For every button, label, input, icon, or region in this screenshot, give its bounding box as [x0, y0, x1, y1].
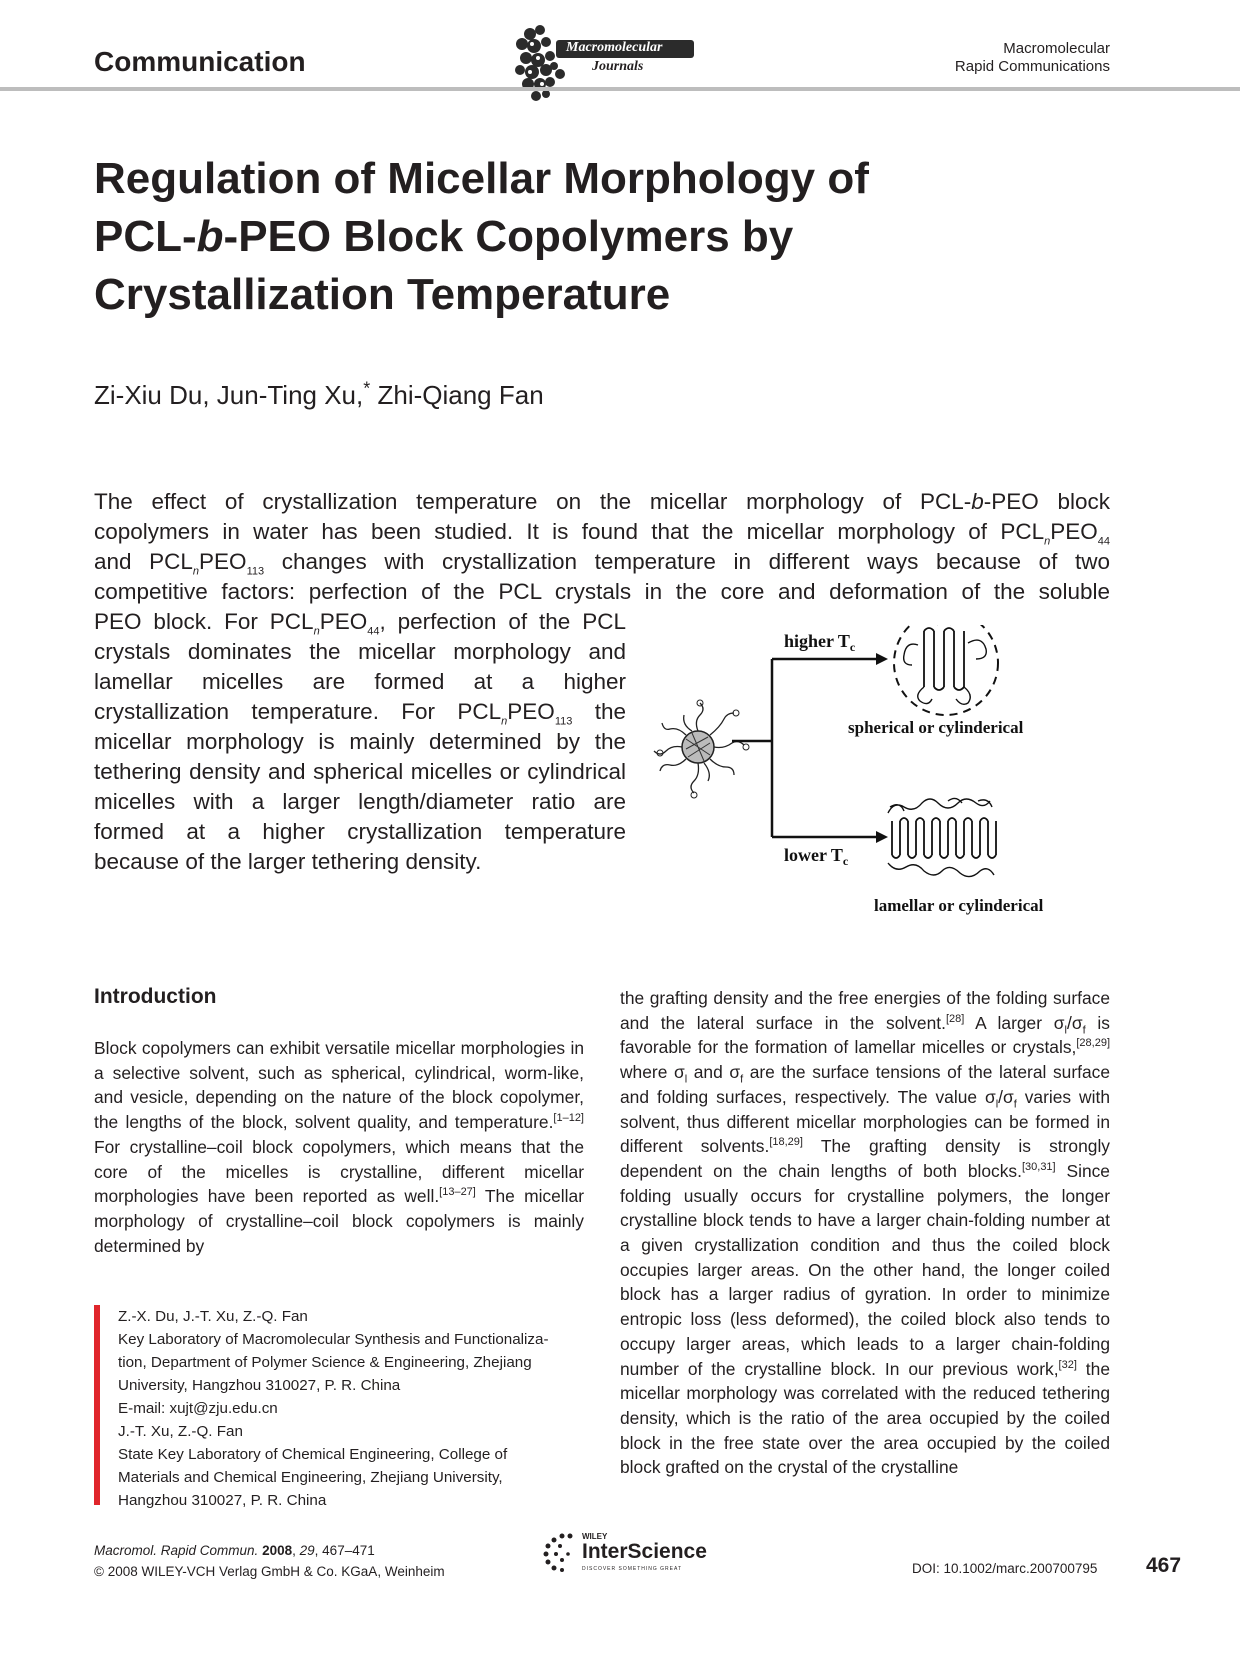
header-rule: [0, 87, 1240, 91]
abstract-text: PEO: [319, 609, 368, 634]
interscience-wordmark: InterScience: [582, 1540, 707, 1563]
lamellar-micelle-icon: [888, 798, 996, 876]
affiliation-line: Z.-X. Du, J.-T. Xu, Z.-Q. Fan: [118, 1308, 308, 1325]
abstract-subscript: 113: [246, 565, 265, 578]
body-text: Block copolymers can exhibit versatile micellar morphologies in a selective solvent, such as spherical, cylindrical, worm-like, and vesicle, depending on the nature of the block copolymer, the lengths of the block, solvent quality, and temperature.: [94, 1038, 584, 1133]
body-text: A larger σ: [964, 1012, 1065, 1033]
citation-link[interactable]: [13–27]: [439, 1186, 476, 1199]
citation-pages: , 467–471: [314, 1543, 375, 1558]
article-title: [94, 150, 994, 324]
abstract-subscript: n: [313, 625, 320, 638]
author-names: Zhi-Qiang Fan: [370, 380, 544, 410]
section-label: Communication: [94, 46, 306, 77]
citation-footer: [94, 1540, 445, 1582]
affiliation-line: tion, Department of Polymer Science & Engineering, Zhejiang: [118, 1354, 532, 1371]
copyright-notice: © 2008 WILEY-VCH Verlag GmbH & Co. KGaA, Weinheim: [94, 1564, 445, 1579]
abstract-line: [94, 517, 1110, 547]
citation-link[interactable]: [28,29]: [1076, 1037, 1110, 1050]
abstract-text: copolymers in water has been studied. It is found that the micellar morphology of PCL: [94, 519, 1045, 544]
abstract-subscript: 44: [367, 625, 380, 638]
doi-link[interactable]: DOI: 10.1002/marc.200700795: [912, 1561, 1098, 1576]
lower-morphology-caption: lamellar or cylinderical: [874, 896, 1044, 915]
logo-word-macromolecular: Macromolecular: [566, 40, 663, 55]
abstract-text: changes with crystallization temperature in different ways because of two: [264, 549, 1110, 574]
page-header: [0, 0, 1240, 100]
title-text: PCL-: [94, 212, 197, 261]
body-text: the grafting density and the free energies of the folding surface and the lateral surface in the solvent.: [620, 988, 1110, 1033]
upper-arrowhead-icon: [876, 653, 888, 665]
higher-tc-label: higher $T_c$: [784, 631, 856, 654]
abstract-subscript: n: [192, 565, 200, 578]
author-list: [94, 380, 544, 411]
page-number: 467: [1146, 1554, 1182, 1577]
wiley-label: WILEY: [582, 1532, 608, 1541]
abstract-text: PEO: [1050, 519, 1098, 544]
upper-morphology-caption: spherical or cylinderical: [848, 718, 1024, 737]
paragraph: [94, 1036, 584, 1258]
body-text: is favorable for the formation of lamellar micelles or crystals,: [620, 1012, 1110, 1058]
journal-citation: Macromol. Rapid Commun. 2008, 29, 467–471: [94, 1543, 375, 1558]
journal-name-line2: Rapid Communications: [954, 58, 1110, 75]
body-text: the micellar morphology was correlated with the reduced tethering density, which is the ratio of the area occupied by the coiled block in the free state over the area occupied by the coiled block grafted on the crystal of the crystalline: [620, 1358, 1110, 1478]
affiliation-line: Key Laboratory of Macromolecular Synthesis and Functionaliza-: [118, 1331, 549, 1348]
abstract-text: -PEO block: [983, 489, 1110, 514]
abstract-subscript: 113: [554, 715, 573, 728]
body-column-right: [620, 986, 1110, 1480]
corresponding-author-mark: *: [363, 378, 371, 399]
affiliation-lines: [118, 1305, 588, 1512]
lower-tc-label: lower $T_c$: [784, 845, 849, 868]
symbol-subscript: l: [1064, 1024, 1067, 1037]
citation-link[interactable]: [30,31]: [1021, 1161, 1056, 1174]
molecule-logo-icon: [508, 22, 568, 106]
spherical-micelle-icon: [654, 700, 749, 798]
symbol-subscript: l: [684, 1073, 688, 1086]
body-text: Since folding usually occurs for crystalline polymers, the longer crystalline block tends to have a larger chain-folding number at a given crystallization condition and thus the coiled block occupies larger areas. On the other hand, the longer coiled block has a larger radius of gyration. In order to minimize entropic loss (less deformed), the coiled block also tends to occupy larger areas, which leads to a larger chain-folding number of the crystalline block. In our previous work,: [620, 1160, 1110, 1379]
title-text: -PEO Block Copolymers by: [223, 212, 794, 261]
body-text: /σ: [998, 1086, 1014, 1107]
body-text: where σ: [620, 1062, 685, 1083]
branch-arrows: [732, 659, 876, 837]
logo-word-journals: Journals: [592, 59, 644, 74]
citation-link[interactable]: [28]: [945, 1012, 965, 1025]
affiliation-line: J.-T. Xu, Z.-Q. Fan: [118, 1423, 243, 1440]
journal-name: [955, 40, 1110, 76]
body-text: For crystalline–coil block copolymers, which means that the core of the micelles is crystalline, different micellar morphologies have been reported as well.: [94, 1136, 584, 1207]
citation-link[interactable]: [32]: [1058, 1358, 1077, 1371]
abstract-text: the micellar morphology is mainly determined by the tethering density and spherical micelles or cylindrical micelles with a larger length/diameter ratio are formed at a higher crystallization temperature because of the larger tethering density.: [94, 699, 626, 874]
abstract-line: competitive factors: perfection of the PCL crystals in the core and deformation of the soluble: [94, 579, 1110, 604]
citation-year: 2008: [262, 1543, 293, 1558]
journal-abbrev: Macromol. Rapid Commun.: [94, 1543, 259, 1558]
interscience-swirl-icon: [540, 1530, 580, 1574]
abstract-subscript: n: [501, 715, 508, 728]
affiliation-line: Materials and Chemical Engineering, Zhejiang University,: [118, 1469, 503, 1486]
journal-name-line1: Macromolecular: [1003, 40, 1110, 57]
body-text: The grafting density is strongly dependent on the chain lengths of both blocks.: [620, 1136, 1111, 1181]
body-text: varies with solvent, thus different micellar morphologies can be formed in different solvents.: [620, 1086, 1110, 1157]
affiliation-line: University, Hangzhou 310027, P. R. China: [118, 1377, 401, 1394]
symbol-subscript: f: [1013, 1098, 1017, 1111]
affiliation-accent-bar: [94, 1305, 100, 1505]
abstract-line: [94, 487, 1110, 517]
symbol-subscript: f: [1082, 1024, 1086, 1037]
title-line: Regulation of Micellar Morphology of: [94, 154, 869, 203]
spherical-cylindrical-micelle-icon: [894, 625, 998, 715]
abstract-subscript: 44: [1097, 535, 1110, 548]
citation-link[interactable]: [18,29]: [769, 1136, 803, 1149]
abstract-text: PEO block. For PCL: [94, 609, 314, 634]
interscience-tagline: DISCOVER SOMETHING GREAT: [582, 1566, 683, 1572]
title-line: Crystallization Temperature: [94, 270, 671, 319]
symbol-subscript: f: [740, 1073, 744, 1086]
affiliation-line: State Key Laboratory of Chemical Engineering, College of: [118, 1446, 508, 1463]
abstract-text: , perfection of the PCL crystals dominates the micellar morphology and lamellar micelles are formed at a higher crystallization temperature. For PCL: [94, 609, 626, 724]
abstract-subscript: n: [1044, 535, 1051, 548]
affiliation-line: Hangzhou 310027, P. R. China: [118, 1492, 327, 1509]
author-names: Zi-Xiu Du, Jun-Ting Xu,: [94, 380, 364, 410]
body-text: and σ: [687, 1062, 741, 1083]
abstract-text: The effect of crystallization temperature on the micellar morphology of PCL-: [94, 489, 972, 514]
author-affiliations: [94, 1305, 584, 1509]
lower-arrowhead-icon: [876, 831, 888, 843]
abstract-line: [94, 547, 1110, 577]
micelle-scheme: [648, 625, 1120, 945]
macromolecular-journals-logo: [508, 22, 698, 106]
abstract-column: [94, 607, 626, 877]
body-text: /σ: [1067, 1012, 1083, 1033]
abstract-italic: b: [971, 489, 984, 514]
abstract-text: and PCL: [94, 549, 193, 574]
citation-link[interactable]: [1–12]: [553, 1112, 584, 1125]
paragraph: [620, 986, 1110, 1480]
abstract-text: PEO: [507, 699, 555, 724]
body-text: The micellar morphology of crystalline–coil block copolymers is mainly determined by: [94, 1186, 584, 1256]
section-heading-introduction: Introduction: [94, 985, 217, 1008]
body-column-left: [94, 1036, 584, 1258]
title-italic-b: b: [196, 212, 224, 261]
citation-volume: 29: [299, 1543, 315, 1558]
abstract-text: PEO: [199, 549, 247, 574]
interscience-logo: [540, 1528, 730, 1578]
title-line: [94, 208, 994, 266]
graphical-abstract-figure: [648, 625, 1120, 945]
abstract-full-width: [94, 487, 1110, 607]
body-text: are the surface tensions of the lateral surface and folding surfaces, respectively. The value σ: [620, 1062, 1110, 1107]
symbol-subscript: l: [995, 1098, 999, 1111]
email-link[interactable]: E-mail: xujt@zju.edu.cn: [118, 1400, 278, 1417]
